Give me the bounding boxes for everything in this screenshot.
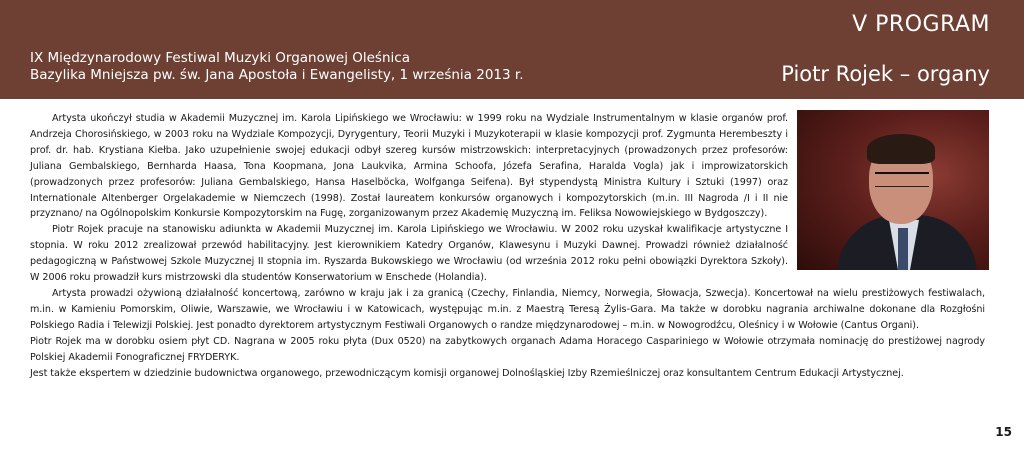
festival-title: IX Międzynarodowy Festiwal Muzyki Organowej Oleśnica — [30, 50, 410, 66]
festival-info — [30, 50, 523, 84]
bio-paragraph-concerts: Artysta prowadzi ożywioną działalność koncertową, zarówno w kraju jak i za granicą (Czechy, Finlandia, Niemcy, Norwegia, Słowacja, Szwecja). Koncertował na wielu prestiżowych festiwalach, m.in. w Kamieniu Pomorskim, Oliwie, Warszawie, we Wrocławiu i w Katowicach, występując m.in. z Maestrą Teresą Żylis-Gara. Ma także w dorobku nagrania archiwalne dokonane dla Rozgłośni Polskiego Radia i Telewizji Polskiej. Jest ponadto dyrektorem artystycznym Festiwali Organowych o randze międzynarodowej – m.in. w Nowogrodźcu, Oleśnicy i w Wołowie (Cantus Organi). — [30, 287, 985, 331]
performer-name: Piotr Rojek – organy — [781, 62, 990, 86]
festival-venue: Bazylika Mniejsza pw. św. Jana Apostoła i Ewangelisty, 1 września 2013 r. — [30, 67, 524, 83]
biography — [30, 111, 985, 381]
bio-paragraph-education: Artysta ukończył studia w Akademii Muzycznej im. Karola Lipińskiego we Wrocławiu: w 1999 roku na Wydziale Instrumentalnym w klasie organów prof. Andrzeja Chorosińskiego, w 2003 roku na Wydziale Kompozycji, Dyrygentury, Teorii Muzyki i Muzykoterapii w klasie kompozycji prof. Zygmunta Herembeszty i prof. dr. hab. Krystiana Kiełba. Jako uzupełnienie swojej edukacji odbył szereg kursów mistrzowskich: interpretacyjnych (prowadzonych przez profesorów: Juliana Gembalskiego, Bernharda Haasa, Tona Koopmana, Jona Laukvika, Armina Schoofa, Józefa Serafina, Haralda Vogla) jak i improwizatorskich (prowadzonych przez profesorów: Juliana Gembalskiego, Hansa Haselböcka, Wolfganga Seifena). Był stypendystą Ministra Kultury i Sztuki (1997) oraz Internationale Altenberger Orgelakademie w Niemczech (1998). Został laureatem konkursów organowych i kompozytorskich (m.in. III Nagroda /I i II nie przyznano/ na Ogólnopolskim Konkursie Kompozytorskim na Fugę, zorganizowanym przez Akademię Muzyczną im. Feliksa Nowowiejskiego w Bydgoszczy). — [30, 113, 788, 220]
program-label: V PROGRAM — [852, 12, 990, 37]
page-number: 15 — [995, 425, 1012, 439]
header-band — [0, 0, 1024, 99]
bio-paragraph-recordings: Piotr Rojek ma w dorobku osiem płyt CD. Nagrana w 2005 roku płyta (Dux 0520) na zabytkowych organach Adama Horacego Caspariniego w Wołowie otrzymała nominację do prestiżowej nagrody Polskiej Akademii Fonograficznej FRYDERYK. — [30, 335, 985, 363]
bio-paragraph-career: Piotr Rojek pracuje na stanowisku adiunkta w Akademii Muzycznej im. Karola Lipińskiego we Wrocławiu. W 2002 roku uzyskał kwalifikacje artystyczne I stopnia. W roku 2012 zrealizował przewód habilitacyjny. Jest kierownikiem Katedry Organów, Klawesynu i Muzyki Dawnej. Prowadzi również działalność pedagogiczną w Państwowej Szkole Muzycznej II stopnia im. Ryszarda Bukowskiego we Wrocławiu (od września 2012 roku pełni obowiązki Dyrektora Szkoły). W 2006 roku prowadził kurs mistrzowski dla studentów Konserwatorium w Enschede (Holandia). — [30, 224, 788, 284]
bio-paragraph-expertise: Jest także ekspertem w dziedzinie budownictwa organowego, przewodniczącym komisji organowej Dolnośląskiej Izby Rzemieślniczej oraz konsultantem Centrum Edukacji Artystycznej. — [30, 367, 904, 379]
